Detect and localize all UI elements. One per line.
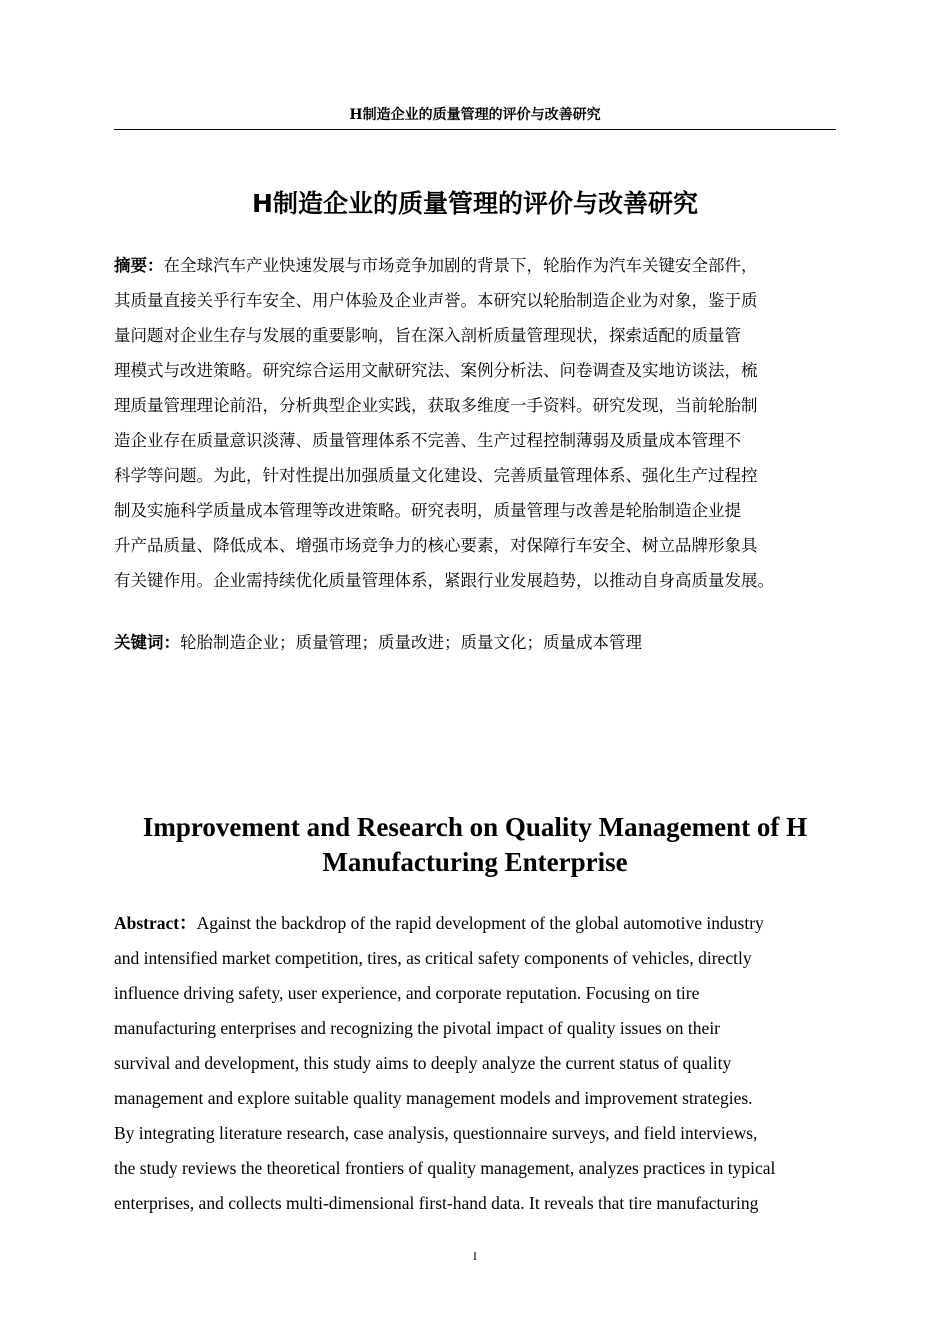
english-abstract-line: management and explore suitable quality management models and improvement strategies. <box>114 1088 753 1108</box>
chinese-abstract-label: 摘要： <box>114 256 164 275</box>
chinese-keywords-label: 关键词： <box>114 633 180 652</box>
english-abstract-text: Against the backdrop of the rapid development of the global automotive industry <box>196 913 764 933</box>
chinese-abstract-line: 理模式与改进策略。研究综合运用文献研究法、案例分析法、问卷调查及实地访谈法，梳 <box>114 361 758 380</box>
chinese-abstract-line <box>114 248 854 283</box>
english-title-line: Improvement and Research on Quality Management of H <box>142 812 808 842</box>
english-abstract-line <box>114 906 854 941</box>
english-abstract-line: enterprises, and collects multi-dimensional first-hand data. It reveals that tire manufacturing <box>114 1193 759 1213</box>
chinese-abstract-text: 在全球汽车产业快速发展与市场竞争加剧的背景下，轮胎作为汽车关键安全部件， <box>163 256 758 275</box>
chinese-abstract <box>114 248 854 598</box>
chinese-abstract-line: 量问题对企业生存与发展的重要影响，旨在深入剖析质量管理现状，探索适配的质量管 <box>114 326 741 345</box>
chinese-abstract-line: 造企业存在质量意识淡薄、质量管理体系不完善、生产过程控制薄弱及质量成本管理不 <box>114 431 741 450</box>
chinese-keywords <box>114 625 836 660</box>
english-abstract-line: survival and development, this study aims to deeply analyze the current status of quality <box>114 1053 732 1073</box>
english-abstract-line: influence driving safety, user experience, and corporate reputation. Focusing on tire <box>114 983 700 1003</box>
chinese-abstract-line: 有关键作用。企业需持续优化质量管理体系，紧跟行业发展趋势，以推动自身高质量发展。 <box>114 571 774 590</box>
english-abstract-line: the study reviews the theoretical frontiers of quality management, analyzes practices in typical <box>114 1158 776 1178</box>
chinese-abstract-line: 其质量直接关乎行车安全、用户体验及企业声誉。本研究以轮胎制造企业为对象，鉴于质 <box>114 291 758 310</box>
english-title <box>100 810 850 880</box>
english-title-line: Manufacturing Enterprise <box>322 847 628 877</box>
chinese-keywords-text: 轮胎制造企业；质量管理；质量改进；质量文化；质量成本管理 <box>180 633 642 652</box>
english-abstract <box>114 906 854 1221</box>
chinese-abstract-line: 制及实施科学质量成本管理等改进策略。研究表明，质量管理与改善是轮胎制造企业提 <box>114 501 741 520</box>
english-abstract-line: manufacturing enterprises and recognizing the pivotal impact of quality issues on their <box>114 1018 721 1038</box>
english-abstract-line: By integrating literature research, case analysis, questionnaire surveys, and field interviews, <box>114 1123 758 1143</box>
chinese-abstract-line: 科学等问题。为此，针对性提出加强质量文化建设、完善质量管理体系、强化生产过程控 <box>114 466 758 485</box>
english-abstract-line: and intensified market competition, tires, as critical safety components of vehicles, directly <box>114 948 752 968</box>
chinese-title: H制造企业的质量管理的评价与改善研究 <box>252 189 698 218</box>
english-abstract-label: Abstract： <box>114 913 197 933</box>
page-number: I <box>473 1249 477 1263</box>
running-header: H制造企业的质量管理的评价与改善研究 <box>114 105 836 130</box>
chinese-abstract-line: 升产品质量、降低成本、增强市场竞争力的核心要素，对保障行车安全、树立品牌形象具 <box>114 536 758 555</box>
chinese-abstract-line: 理质量管理理论前沿，分析典型企业实践，获取多维度一手资料。研究发现，当前轮胎制 <box>114 396 758 415</box>
